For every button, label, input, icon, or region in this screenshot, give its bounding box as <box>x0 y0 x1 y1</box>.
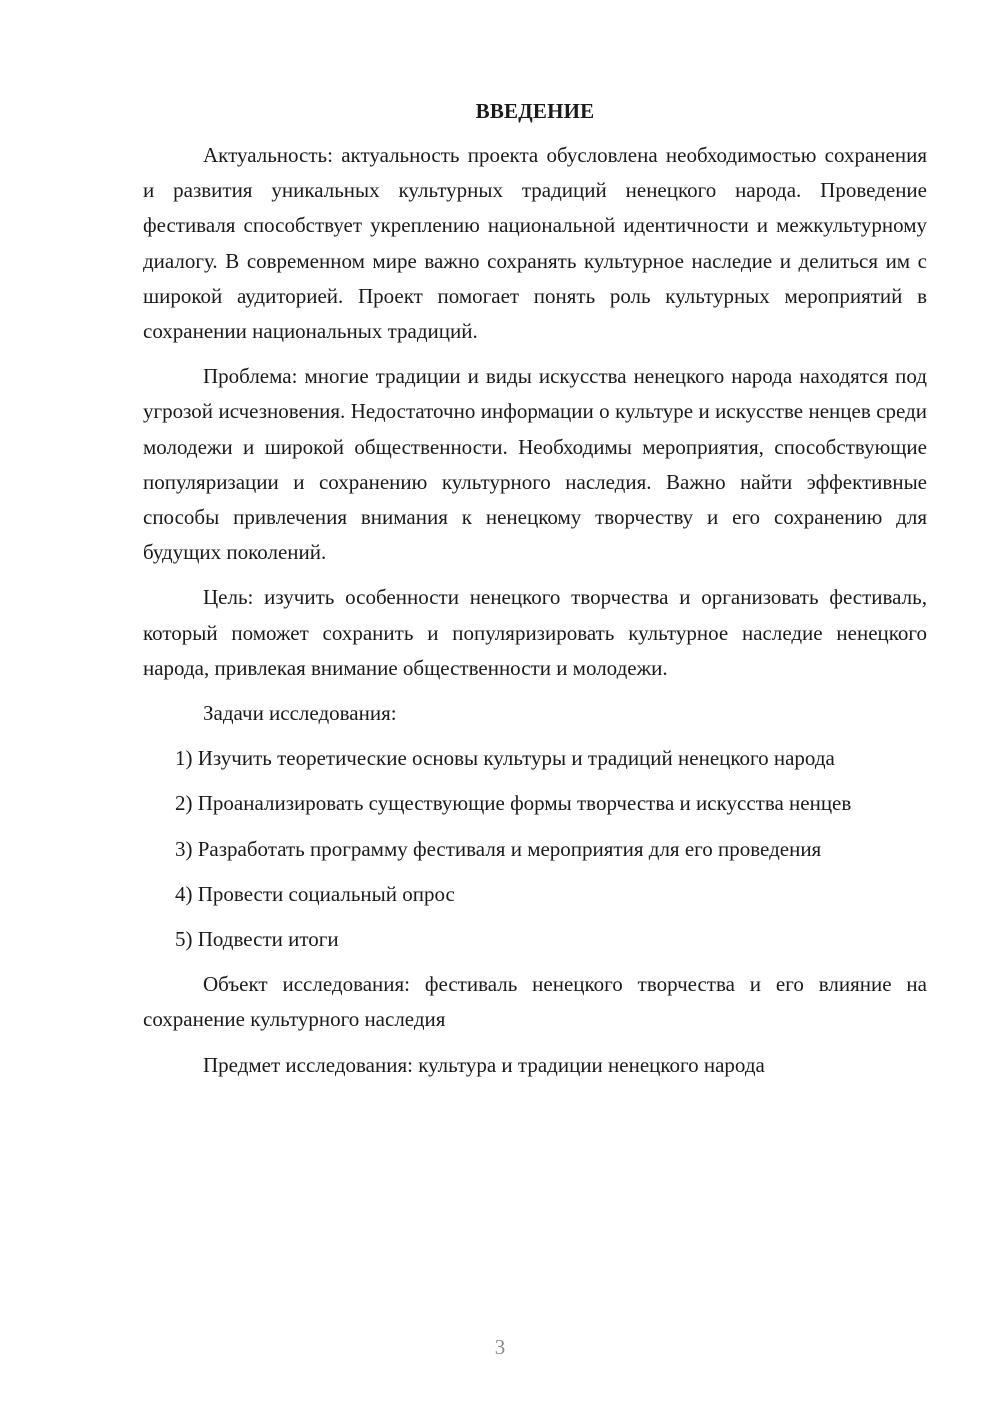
document-title: ВВЕДЕНИЕ <box>475 99 595 123</box>
page-number: 3 <box>494 1335 506 1359</box>
paragraph-tasks-heading: Задачи исследования: <box>203 701 397 726</box>
task-item: 2) Проанализировать существующие формы творчества и искусства ненцев <box>175 791 852 816</box>
paragraph-relevance: Актуальность: актуальность проекта обусловлена необходимостью сохранения и развития уникальных культурных традиций ненецкого народа. Проведение фестиваля способствует укреплению национальной идентичности и межкультурному диалогу. В современном мире важно сохранять культурное наследие и делиться им с широкой аудиторией. Проект помогает понять роль культурных мероприятий в сохранении национальных традиций. <box>143 143 927 344</box>
task-item: 4) Провести социальный опрос <box>175 881 455 906</box>
task-item: 1) Изучить теоретические основы культуры и традиций ненецкого народа <box>175 746 835 771</box>
paragraph-subject: Предмет исследования: культура и традиции ненецкого народа <box>203 1052 765 1077</box>
task-item: 5) Подвести итоги <box>175 927 339 952</box>
document-page <box>143 96 927 1093</box>
paragraph-problem: Проблема: многие традиции и виды искусства ненецкого народа находятся под угрозой исчезновения. Недостаточно информации о культуре и искусстве ненцев среди молодежи и широкой общественности. Необходимы мероприятия, способствующие популяризации и сохранению культурного наследия. Важно найти эффективные способы привлечения внимания к ненецкому творчеству и его сохранению для будущих поколений. <box>143 364 927 565</box>
paragraph-object: Объект исследования: фестиваль ненецкого творчества и его влияние на сохранение культурного наследия <box>143 972 927 1032</box>
task-item: 3) Разработать программу фестиваля и мероприятия для его проведения <box>175 836 822 861</box>
paragraph-goal: Цель: изучить особенности ненецкого творчества и организовать фестиваль, который поможет сохранить и популяризировать культурное наследие ненецкого народа, привлекая внимание общественности и молодежи. <box>143 585 927 680</box>
